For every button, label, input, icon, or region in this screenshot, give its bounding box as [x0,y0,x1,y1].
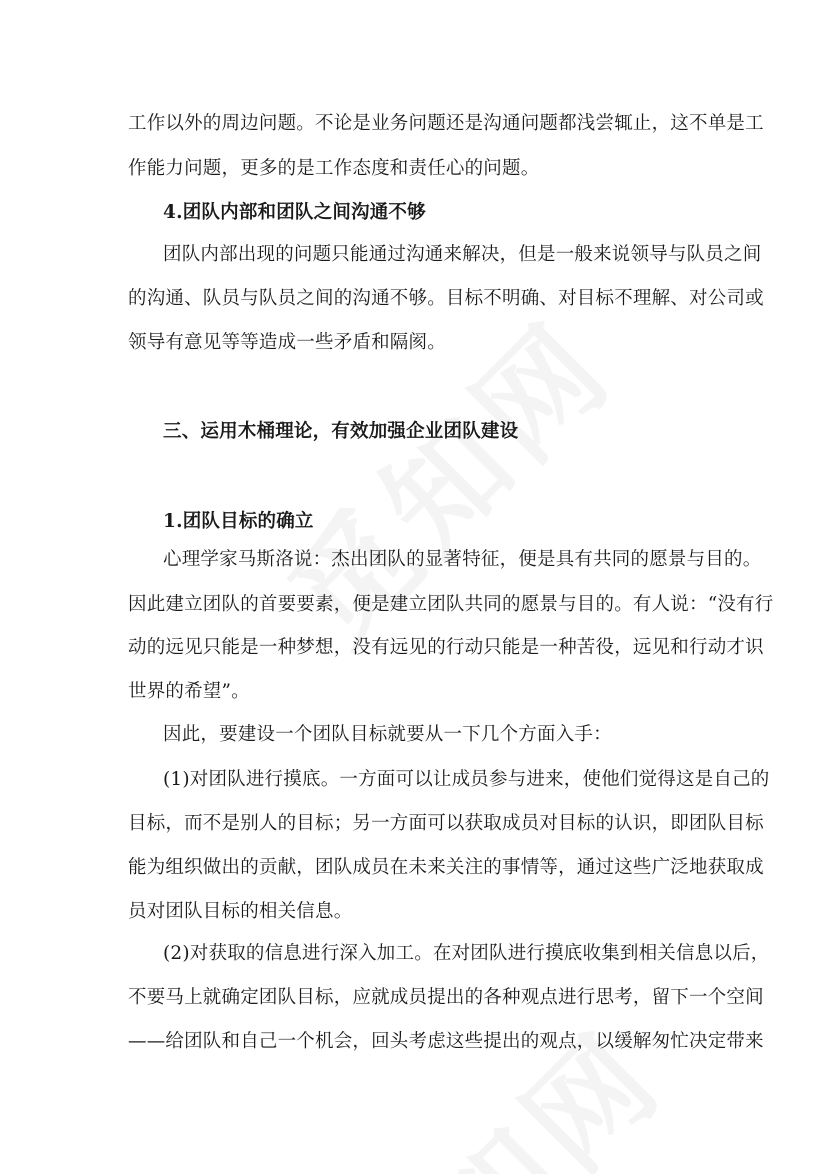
section-heading: 三、运用木桶理论，有效加强企业团队建设 [163,421,519,442]
paragraph-line: (1)对团队进行摸底。一方面可以让成员参与进来，使他们觉得这是自己的 [163,769,770,790]
watermark [296,987,693,1174]
paragraph-line: 心理学家马斯洛说：杰出团队的显著特征，便是具有共同的愿景与目的。 [163,549,762,570]
paragraph-line: 领导有意见等等造成一些矛盾和隔阂。 [128,332,446,353]
paragraph-line: 员对团队目标的相关信息。 [128,901,353,922]
paragraph-line: 世界的希望”。 [128,681,250,702]
paragraph-line: 动的远见只能是一种梦想，没有远见的行动只能是一种苦役，远见和行动才识 [128,637,764,658]
paragraph-line: 团队内部出现的问题只能通过沟通来解决，但是一般来说领导与队员之间 [163,244,762,265]
paragraph-line: 能为组织做出的贡献，团队成员在未来关注的事情等，通过这些广泛地获取成 [128,857,764,878]
paragraph-line: 作能力问题，更多的是工作态度和责任心的问题。 [128,158,540,179]
paragraph-line: 的沟通、队员与队员之间的沟通不够。目标不明确、对目标不理解、对公司或 [128,288,764,309]
subheading: 4.团队内部和团队之间沟通不够 [163,202,426,223]
paragraph-line: (2)对获取的信息进行深入加工。在对团队进行摸底收集到相关信息以后， [163,943,770,964]
paragraph-line: 因此建立团队的首要要素，便是建立团队共同的愿景与目的。有人说：“没有行 [128,594,774,615]
paragraph-line: 目标，而不是别人的目标；另一方面可以获取成员对目标的认识，即团队目标 [128,813,764,834]
paragraph-line: 不要马上就确定团队目标，应就成员提出的各种观点进行思考，留下一个空间 [128,987,764,1008]
paragraph-line: 工作以外的周边问题。不论是业务问题还是沟通问题都浅尝辄止，这不单是工 [128,113,764,134]
paragraph-line: ——给团队和自己一个机会，回头考虑这些提出的观点，以缓解匆忙决定带来 [128,1031,764,1052]
subheading: 1.团队目标的确立 [163,511,314,532]
paragraph-line: 因此，要建设一个团队目标就要从一下几个方面入手： [163,724,612,745]
